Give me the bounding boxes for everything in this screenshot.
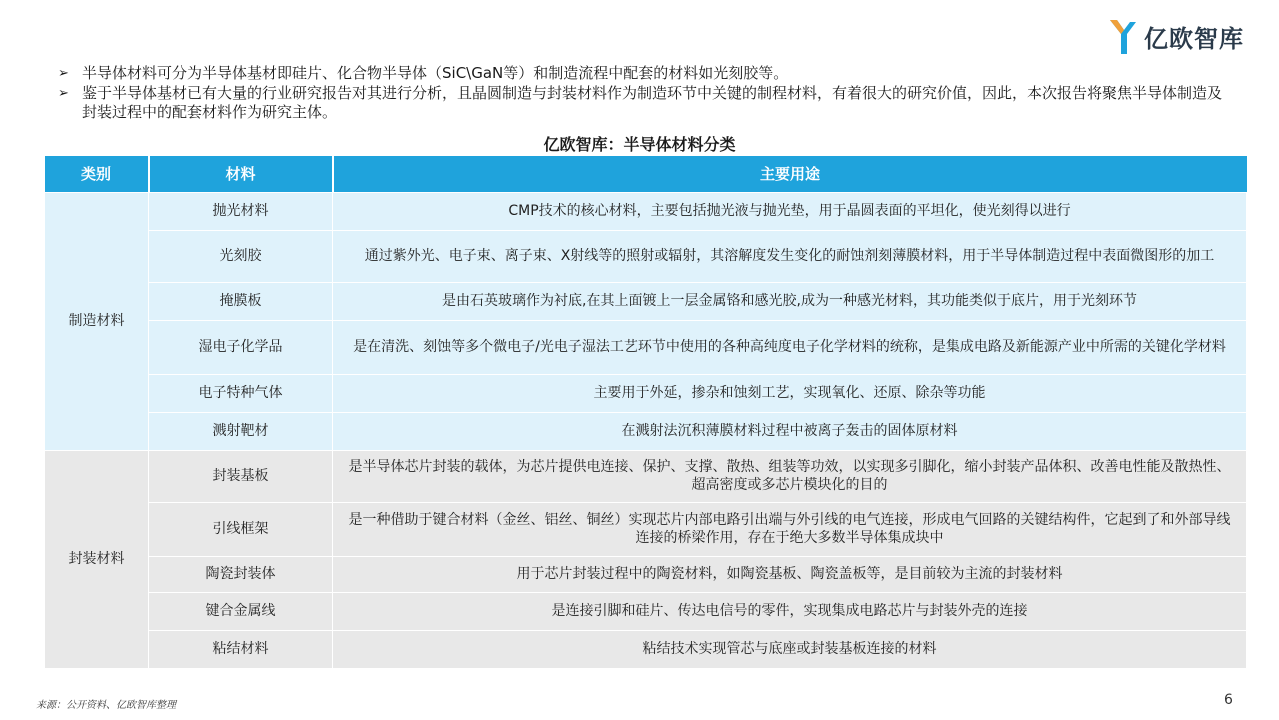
use-cell: 通过紫外光、电子束、离子束、X射线等的照射或辐射，其溶解度发生变化的耐蚀剂刻薄膜材料，用于半导体制造过程中表面微图形的加工 — [333, 230, 1247, 282]
material-cell: 粘结材料 — [149, 630, 333, 668]
table-row — [45, 556, 1247, 592]
bullet-item — [56, 64, 1236, 83]
table-row — [45, 630, 1247, 668]
category-cell: 封装材料 — [45, 450, 149, 668]
table-row — [45, 320, 1247, 374]
logo-text: 亿欧智库 — [1144, 24, 1244, 53]
arrow-bullet-icon: ➢ — [58, 86, 69, 101]
use-cell: 是半导体芯片封装的载体，为芯片提供电连接、保护、支撑、散热、组装等功效，以实现多引脚化，缩小封装产品体积、改善电性能及散热性、超高密度或多芯片模块化的目的 — [333, 450, 1247, 502]
material-cell: 掩膜板 — [149, 282, 333, 320]
logo-mark-icon — [1108, 16, 1138, 56]
intro-bullets — [56, 64, 1236, 123]
material-cell: 溅射靶材 — [149, 412, 333, 450]
header-material: 材料 — [149, 156, 333, 192]
material-cell: 电子特种气体 — [149, 374, 333, 412]
use-cell: 是在清洗、刻蚀等多个微电子/光电子湿法工艺环节中使用的各种高纯度电子化学材料的统称，是集成电路及新能源产业中所需的关键化学材料 — [333, 320, 1247, 374]
table-row — [45, 374, 1247, 412]
table-row — [45, 230, 1247, 282]
use-cell: 在溅射法沉积薄膜材料过程中被离子轰击的固体原材料 — [333, 412, 1247, 450]
header-use: 主要用途 — [333, 156, 1247, 192]
category-cell: 制造材料 — [45, 192, 149, 450]
table-row — [45, 192, 1247, 230]
brand-logo — [1108, 14, 1244, 58]
table-row — [45, 592, 1247, 630]
use-cell: 是一种借助于键合材料（金丝、铝丝、铜丝）实现芯片内部电路引出端与外引线的电气连接，形成电气回路的关键结构件，它起到了和外部导线连接的桥梁作用，存在于绝大多数半导体集成块中 — [333, 502, 1247, 556]
use-cell: CMP技术的核心材料，主要包括抛光液与抛光垫，用于晶圆表面的平坦化，使光刻得以进行 — [333, 192, 1247, 230]
material-cell: 光刻胶 — [149, 230, 333, 282]
table-row — [45, 412, 1247, 450]
materials-table — [44, 156, 1247, 669]
use-cell: 是由石英玻璃作为衬底,在其上面镀上一层金属铬和感光胶,成为一种感光材料，其功能类似于底片，用于光刻环节 — [333, 282, 1247, 320]
use-cell: 主要用于外延，掺杂和蚀刻工艺，实现氧化、还原、除杂等功能 — [333, 374, 1247, 412]
material-cell: 抛光材料 — [149, 192, 333, 230]
material-cell: 引线框架 — [149, 502, 333, 556]
material-cell: 陶瓷封装体 — [149, 556, 333, 592]
material-cell: 湿电子化学品 — [149, 320, 333, 374]
table-row — [45, 282, 1247, 320]
arrow-bullet-icon: ➢ — [58, 66, 69, 81]
bullet-item — [56, 84, 1236, 122]
table-row — [45, 502, 1247, 556]
page-number: 6 — [1224, 692, 1233, 708]
table-row — [45, 450, 1247, 502]
bullet-text: 半导体材料可分为半导体基材即硅片、化合物半导体（SiC\GaN等）和制造流程中配套的材料如光刻胶等。 — [82, 64, 789, 82]
bullet-text: 鉴于半导体基材已有大量的行业研究报告对其进行分析，且晶圆制造与封装材料作为制造环节中关键的制程材料，有着很大的研究价值，因此，本次报告将聚焦半导体制造及封装过程中的配套材料作为研究主体。 — [82, 84, 1223, 121]
use-cell: 是连接引脚和硅片、传达电信号的零件，实现集成电路芯片与封装外壳的连接 — [333, 592, 1247, 630]
material-cell: 封装基板 — [149, 450, 333, 502]
source-note: 来源：公开资料、亿欧智库整理 — [36, 700, 176, 711]
header-category: 类别 — [45, 156, 149, 192]
table-header-row — [45, 156, 1247, 192]
use-cell: 粘结技术实现管芯与底座或封装基板连接的材料 — [333, 630, 1247, 668]
use-cell: 用于芯片封装过程中的陶瓷材料，如陶瓷基板、陶瓷盖板等，是目前较为主流的封装材料 — [333, 556, 1247, 592]
material-cell: 键合金属线 — [149, 592, 333, 630]
table-title: 亿欧智库：半导体材料分类 — [543, 135, 736, 154]
